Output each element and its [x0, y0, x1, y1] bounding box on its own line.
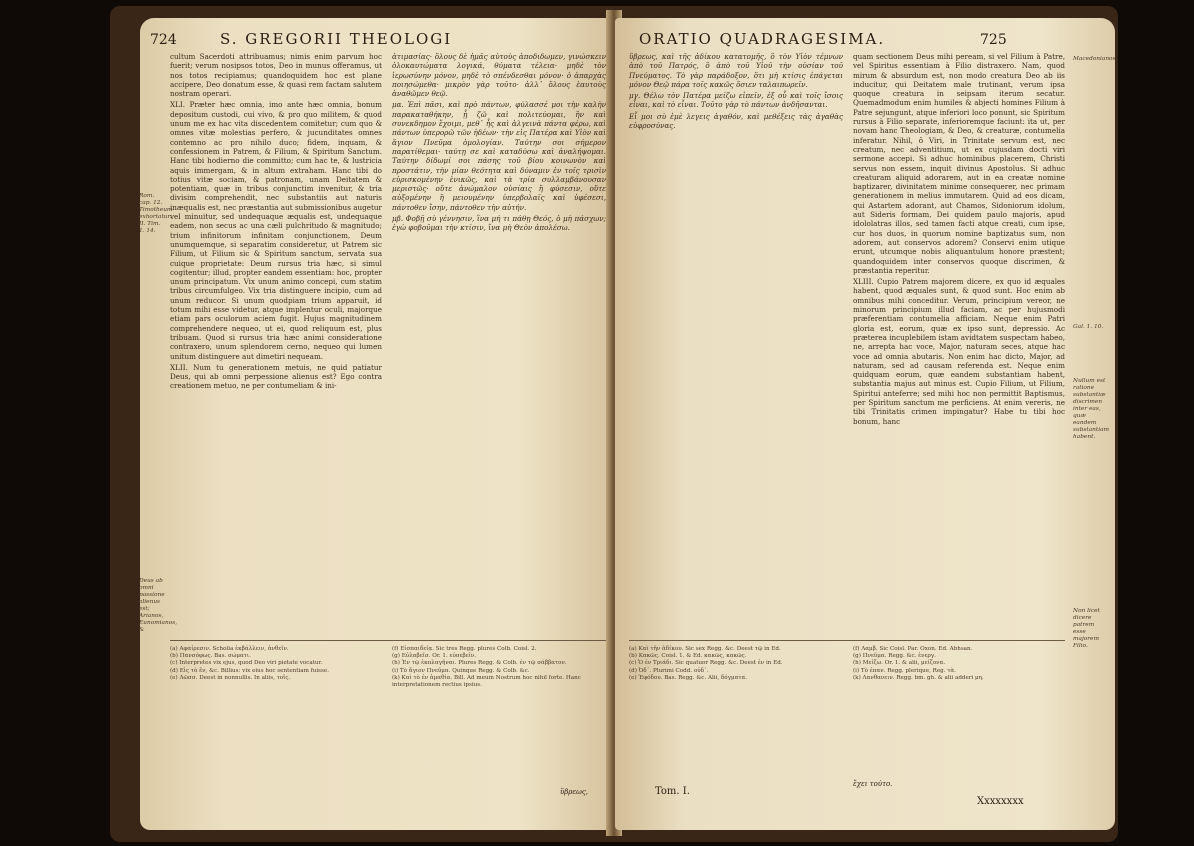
paragraph: μγ. Θέλω τὸν Πατέρα μείζω εἰπεῖν, ἐξ οὗ καὶ τοῖς ἴσοις εἶναι, καὶ τὸ εἶναι. Τοῦτο γὰρ τὸ πάντων ἀνδῆσανται.	[629, 91, 843, 110]
paragraph: Εἶ μοι σὺ ἐμὲ λεγεις ἀγαθόν, καὶ μεθέξεις τὰς ἀγαθὰς εὐφροσύνας.	[629, 111, 843, 131]
left-page	[140, 18, 614, 830]
footnote: (e) Ἐφόδου. Bas. Regg. &c. Alii, δόγματα.	[629, 674, 748, 681]
paragraph: ἀτιμασίας· ὅλους δὲ ἡμᾶς αὐτοὺς ἀποδιδωμεν, γινώσκειν ὁλοκαυτώματα λογικά, θύματα τέλεια· μηδὲ τὸν ἱερωσύνην μόνον, μηδὲ τὸ σπένδεσθαι μόνον· ὁ ἀπαρχὰς ποιησώμεθα· μικρὸν γὰρ τοῦτο· ἀλλ᾽ ὅλους ἐαυτοὺς ἀναθῶμεν θεῷ.	[392, 52, 606, 99]
tome-label: Tom. I.	[655, 786, 690, 797]
margin-note: Macedonianos.	[1073, 56, 1118, 62]
catchword: ὕβρεως,	[560, 788, 589, 796]
margin-note: Non licet dicere patrem esse majorem Filio.	[1073, 608, 1100, 649]
margin-note: Deus ab omni passione alienus est; Arianos, Eunomianos, &	[139, 578, 178, 633]
footnote: (e) Λῶσσ. Deest in nonnullis. In aliis, τοῖς.	[170, 674, 291, 681]
latin-column	[170, 52, 382, 632]
paragraph: XLIII. Cupio Patrem majorem dicere, ex quo id æquales habent, quod æquales sunt, & quod sunt. Hoc enim ab omnibus mihi conceditur. Verum, principium vereor, ne minorum principium illud faciam, ac per hujusmodi præferentiam contumelia afficiam. Neque enim Patri gloria est, eorum, quæ ex ipso sunt, depressio. Ac præterea incuplebilem istam avidtatem suspectam habeo, ne, arrepta hac voce, Major, naturam seces, atque hac voce ad omnia abutaris. Non enim hac dicto, Major, ad naturam, sed ad causam referenda est. Neque enim quidquam eorum, quæ eandem substantiam habent, substantia majus aut minus est. Cupio Filium, ut Filium, Spiritui anteferre; sed mihi hoc non permittit Baptismus, per Spiritum sanctum me perficiens. At enim vereris, ne tibi Trinitatis crimen impingatur? Habe tu tibi hoc bonum, hanc	[853, 277, 1065, 426]
paragraph: XLII. Num tu generationem metuis, ne quid patiatur Deus, qui ab omni perpessione alienus est? Ego contra creationem metuo, ne per contumeliam & ini-	[170, 362, 382, 391]
paragraph: ὕβρεως, καὶ τῆς ἀδίκου κατατομῆς, ὃ τὸν Υἱὸν τέμνων ἀπὸ τοῦ Πατρός, ὃ ἀπὸ τοῦ Υἱοῦ τὴν οὐσίαν τοῦ Πνεύματος. Τὸ γὰρ παράδοξον, ὅτι μὴ κτίσις ἐπάγεται μόνον Θεῷ πάρα τοῖς κακῶς ὅσιεν ταλαιπωρεῖν.	[629, 52, 843, 89]
footnote: (f) Λαμβ. Sic Coisl. Par. Oxon. Ed. Abhsan.	[853, 646, 973, 652]
page-number: 725	[980, 32, 1007, 48]
footnote: (i) Τὸ ἅγιον Πνεῦμα. Quinque Regg. & Colb. &c.	[392, 667, 530, 674]
footnote: (b) Κακῶς. Coisl. 1. & Ed. κακῶς, κακῶς.	[629, 653, 747, 660]
paragraph: quam sectionem Deus mihi peream, si vel Filium à Patre, vel Spiritus essentiam à Filio distraxero. Nam, quod mirum & absurdum est, non modo creatura Deo ab iis inducitur, qui Deitatem male trutinant, verum ipsa quoque creatura in seipsam iterum secatur. Quemadmodum enim humiles & abjecti homines Filium à Patre sejungunt, atque inferiori loco ponunt, sic Spiritum rursus à Filio separate, inferioremque faciunt: ita ut, per novam hanc Theologiam, & Deo, & creaturæ, contumelia inferatur. Nihil, ô Viri, in Trinitate servum est, nec creatum, nec adventitium, ut ex cujusdam docti viri sermone accepi. Si adhuc hominibus placerem, Christi servus non essem, inquit divinus Apostolus. Si adhuc creaturam aliquid adorarem, aut in ea creatæ nomine baptizarer, divinitatem minime consequerer, nec primam generationem in melius immutarem. Quid ad eos dicam, qui Astartem adorant, aut Chamos, Sidoniorum idolum, aut Sideris formam, Dei quidem paulo majoris, apud idololatras illos, sed tamen facti atque creati, cum ipse, cur hos duos, in quorum nomine baptizatus sum, non adorem, aut conservos adorem? Conservi enim utique erunt, utcumque nobis aliquantulum honore præstent; quandoquidem inter conservos quoque discrimen, & præstantia reperitur.	[853, 52, 1065, 275]
margin-note: Nullum est ratione substantiæ discrimen inter eas, quæ eandem substantiam habent.	[1073, 378, 1110, 440]
footnote: (i) Τὸ ἐπαν. Regg. plerique, Reg. τὰ.	[853, 667, 956, 674]
footnotes-left	[170, 646, 382, 781]
footnotes-right	[853, 646, 1065, 776]
footnote: (b) Πανσόφως. Bas. σώματι.	[170, 653, 251, 660]
paragraph: μα. Ἐπὶ πᾶσι, καὶ πρὸ πάντων, φύλασσέ μοι τὴν καλὴν παρακαταθήκην, ᾗ ζῶ καὶ πολιτεύομαι, ἣν καὶ συνεκδημον ἔχοιμι, μεθ᾽ ἧς καὶ ἀλγεινὰ πάντα φέρω, καὶ πάντων ὑπερορῶ τῶν ἡδέων· τὴν εἰς Πατέρα καὶ Υἱὸν καὶ ἅγιον Πνεῦμα ὁμολογίαν. Ταύτην σοι σήμερον παρατίθεμαι· ταύτῃ σε καὶ καταδύσω καὶ ἀναλήψομαι. Ταύτην δίδωμί σοι πάσης τοῦ βίου κοινωνὸν καὶ προστάτιν, τὴν μίαν θεότητα καὶ δύναμιν ἐν τοῖς τρισὶν εὑρισκομένην ἑνικῶς, καὶ τὰ τρία συλλαμβάνουσαν μεριστῶς· οὔτε ἀνώμαλον οὐσίαις ἢ φύσεσιν, οὔτε αὐξομένην ἢ μειουμένην ὑπερβολαῖς καὶ ὑφέσεσι, πάντοθεν ἴσην, πάντοθεν τὴν αὐτήν.	[392, 100, 606, 212]
paragraph: cultum Sacerdoti attribuamus; nimis enim parvum hoc fuerit; verum nosipsos totos, Deo in munus offeramus, ut nos totos recipiamus; quandoquidem hoc est plane accipere, Deo donatum esse, & quasi rem factam salutem nostram operari.	[170, 52, 382, 99]
page-number: 724	[150, 32, 177, 48]
footnote: (k) Καὶ τὸ ἐν ἀμαθία. Bill. Ad meum Nostrum hoc nihil forte. Hanc interpretationem rectius ipsius.	[392, 674, 581, 689]
footnote-rule	[629, 640, 1065, 641]
footnote: (g) Εὐλαβεῖσ. Or. 1. εὐσεβεῖν.	[392, 653, 477, 660]
signature-mark: Xxxxxxxx	[977, 796, 1024, 807]
footnote: (c) Interpretes vix ejus, quod Deo viri pietate vocatur.	[170, 660, 323, 667]
footnotes-left	[629, 646, 843, 776]
footnote: (a) Αφαίρεσιν. Scholia ἐκβάλλειν, ἀνθεῖν.	[170, 646, 289, 652]
running-head: S. GREGORII THEOLOGI	[220, 30, 453, 48]
footnotes-right	[392, 646, 606, 781]
running-head: ORATIO QUADRAGESIMA.	[639, 30, 886, 48]
paragraph: XLI. Præter hæc omnia, imo ante hæc omnia, bonum depositum custodi, cui vivo, & pro quo militem, & quod unum me ex hac vita discedentem comitetur; cum quo & omnes vitæ molestias perfero, & jucunditates omnes contemno ac pro nihilo duco; fidem, inquam, & confessionem in Patrem, & Filium, & Spiritum Sanctum. Hanc tibi hodierno die committo; cum hac te, & lustricia aquis immergam, & in altum extraham. Hanc tibi do totius vitæ sociam, & patronam, unam Deitatem & potentiam, quæ in tribus conjunctim invenitur, & tria divisim comprehendit, nec substantiis aut naturis inæqualis est, nec præstantia aut submissionibus augetur vel minuitur, sed undequaque æqualis est, undequaque eadem, non secus ac una cæli pulchritudo & magnitudo; trium infinitorum infinitam conjunctionem, Deum unumquemque, si separatim consideretur, ut Patrem sic Filium, ut Filium sic & Spiritum sanctum, servata sua cuique proprietate: Deum rursus tria hæc, si simul cogitentur; illud, propter eandem essentiam: hoc, propter unum principatum. Vix unum animo concepi, cum statim tribus circumfulgeo. Vix tria distinguere incipio, cum ad unum reducor. Si unum quodpiam trium apparuit, id totum mihi esse videtur, atque implentur oculi, majorque etiam pars oculorum aciem fugit. Hujus magnitudinem comprehendere nequeo, ut ei, quod reliquum est, plus tribuam. Quod si rursus tria hæc animi consideratione contraxero, unum splendorem cerno, nequeo qui lumen unitum distinguere aut dimetiri nequeam.	[170, 100, 382, 361]
footnote-rule	[170, 640, 606, 641]
footnote: (h) Μείζω. Or. 1. & alii, μείζονα.	[853, 660, 946, 667]
footnote: (d) Εἰς τὸ ἕν, &c. Billius: vix eius hoc sententiam fuisse.	[170, 667, 329, 674]
margin-note: Gal. 1. 10.	[1073, 324, 1104, 330]
margin-note: Rom. cap. 12. Timotheum exhortatur. II. Tim. 1. 14.	[139, 193, 173, 234]
footnote: (k) Λανθανειν. Regg. bm. gh. & alii adderi μη.	[853, 674, 984, 681]
greek-column	[629, 52, 843, 632]
footnote: (c) Ὁ ἐν Τριάδι. Sic quatuor Regg. &c. Deest ἐν in Ed.	[629, 660, 783, 667]
catchword: ἔχει τούτο.	[853, 780, 893, 788]
right-page	[615, 18, 1118, 830]
footnote: (g) Πνεῦμα. Regg. &c. ἐνεργ.	[853, 653, 936, 660]
footnote: (h) Ἐν τῷ ἐκπλαγῆναι. Plures Regg. & Colb. ἐν τῷ σάββατον.	[392, 660, 567, 667]
footnote: (d) Ὀδ᾽. Plurimi Codd. οὐδ᾽.	[629, 667, 709, 674]
footnote: (f) Εἰσπαιδείᾳ. Sic tres Regg. plures Colb. Coisl. 2.	[392, 646, 537, 652]
paragraph: μβ. Φοβῇ σὺ γέννησιν, ἵνα μή τι πάθῃ Θεός, ὁ μὴ πάσχων; ἐγὼ φοβοῦμαι τὴν κτίσιν, ἵνα μὴ Θεὸν ἀπολέσω.	[392, 214, 606, 233]
latin-column	[853, 52, 1065, 632]
greek-column	[392, 52, 606, 632]
footnote: (a) Καὶ τῆν ἀδίκου. Sic sex Regg. &c. Deest τῷ in Ed.	[629, 646, 781, 652]
